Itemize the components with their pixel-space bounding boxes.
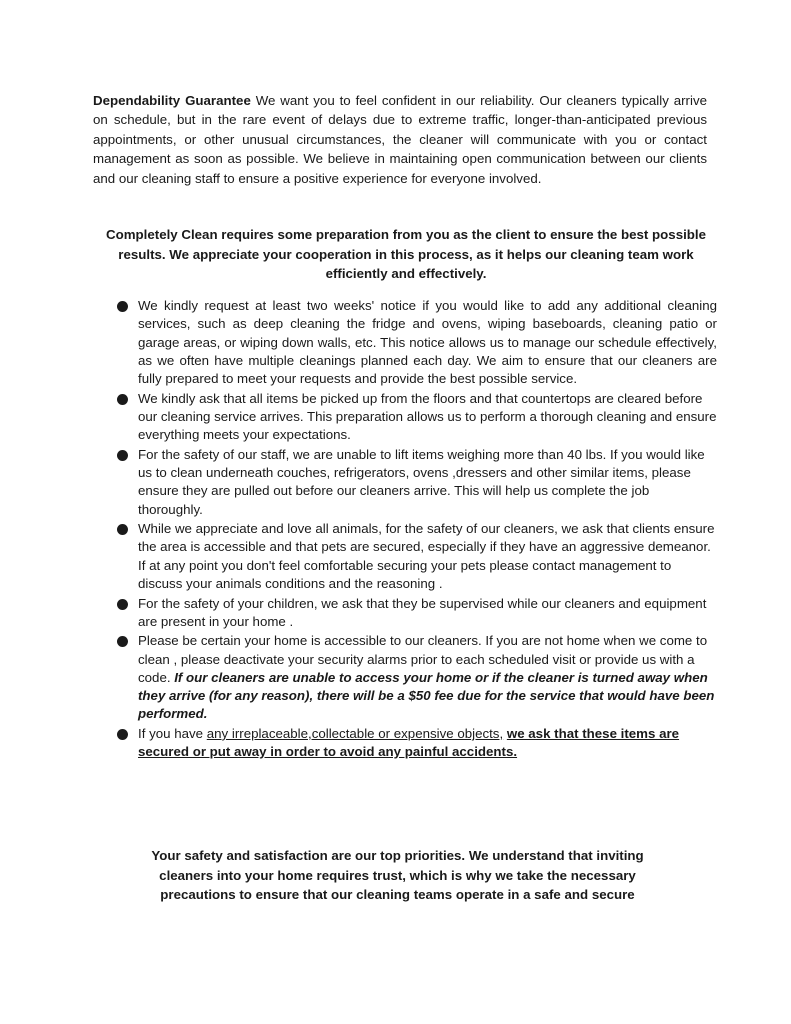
- bullet-icon: [117, 636, 128, 647]
- bullet-icon: [117, 729, 128, 740]
- list-item-text: [138, 725, 717, 762]
- list-item-valuables: [117, 725, 717, 762]
- bullet-icon: [117, 450, 128, 461]
- valuables-bold-text: we ask that these items are secured or put away in order to avoid any painful accidents.: [138, 725, 680, 760]
- list-item-notice: [117, 297, 717, 388]
- preparation-list: [117, 297, 717, 763]
- list-item-text: [138, 632, 717, 723]
- bullet-icon: [117, 599, 128, 610]
- dependability-guarantee-text: We want you to feel confident in our reliability. Our cleaners typically arrive on schedule, but in the rare event of delays due to extreme traffic, longer-than-anticipated previous appointments, or other unusual circumstances, the cleaner will communicate with you or contact management as soon as possible. We believe in maintaining open communication between our clients and our cleaning staff to ensure a positive experience for everyone involved.: [93, 93, 707, 186]
- list-item-floors: [117, 390, 717, 445]
- dependability-guarantee-heading: Dependability Guarantee: [93, 93, 251, 108]
- dependability-guarantee-paragraph: [93, 91, 707, 188]
- list-item-text: While we appreciate and love all animals, for the safety of our cleaners, we ask that clients ensure the area is accessible and that pets are secured, especially if they have an aggressive demeanor. If at any point you don't feel comfortable securing your pets please contact management to discuss your animals conditions and the reasoning .: [138, 521, 715, 592]
- bullet-icon: [117, 301, 128, 312]
- list-item-children: [117, 595, 717, 632]
- list-item-text: For the safety of your children, we ask that they be supervised while our cleaners and equipment are present in your home .: [138, 595, 707, 629]
- bullet-icon: [117, 524, 128, 535]
- bullet-icon: [117, 394, 128, 405]
- valuables-underlined-text: any irreplaceable,collectable or expensive objects,: [206, 725, 504, 741]
- list-item-text: We kindly ask that all items be picked up from the floors and that countertops are cleared before our cleaning service arrives. This preparation allows us to perform a thorough cleaning and ensure everything meets your expectations.: [138, 390, 717, 443]
- access-fee-warning: If our cleaners are unable to access your home or if the cleaner is turned away when they arrive (for any reason), there will be a $50 fee due for the service that would have been performed.: [138, 669, 715, 722]
- list-item-access: [117, 632, 717, 723]
- valuables-text: If you have: [138, 725, 207, 741]
- access-text: Please be certain your home is accessible to our cleaners. If you are not home when we come to clean , please deactivate your security alarms prior to each scheduled visit or provide us with a code.: [138, 633, 708, 685]
- closing-paragraph: Your safety and satisfaction are our top priorities. We understand that inviting cleaners into your home requires trust, which is why we take the necessary precautions to ensure that our cleaning teams operate in a safe and secure: [151, 848, 644, 903]
- preparation-heading: Completely Clean requires some preparation from you as the client to ensure the best possible results. We appreciate your cooperation in this process, as it helps our cleaning team work efficiently and effectively.: [106, 227, 706, 282]
- list-item-animals: [117, 520, 717, 593]
- list-item-text: We kindly request at least two weeks' notice if you would like to add any additional cleaning services, such as deep cleaning the fridge and ovens, wiping baseboards, cleaning patio or garage areas, or wiping down walls, etc. This notice allows us to manage our schedule effectively, as we often have multiple cleanings planned each day. We aim to ensure that our cleaners are fully prepared to meet your requests and provide the best possible service.: [138, 298, 717, 387]
- list-item-text: For the safety of our staff, we are unable to lift items weighing more than 40 lbs. If you would like us to clean underneath couches, refrigerators, ovens ,dressers and other similar items, please ensure they are pulled out before our cleaners arrive. This will help us complete the job thoroughly.: [138, 446, 705, 517]
- list-item-lifting: [117, 446, 717, 519]
